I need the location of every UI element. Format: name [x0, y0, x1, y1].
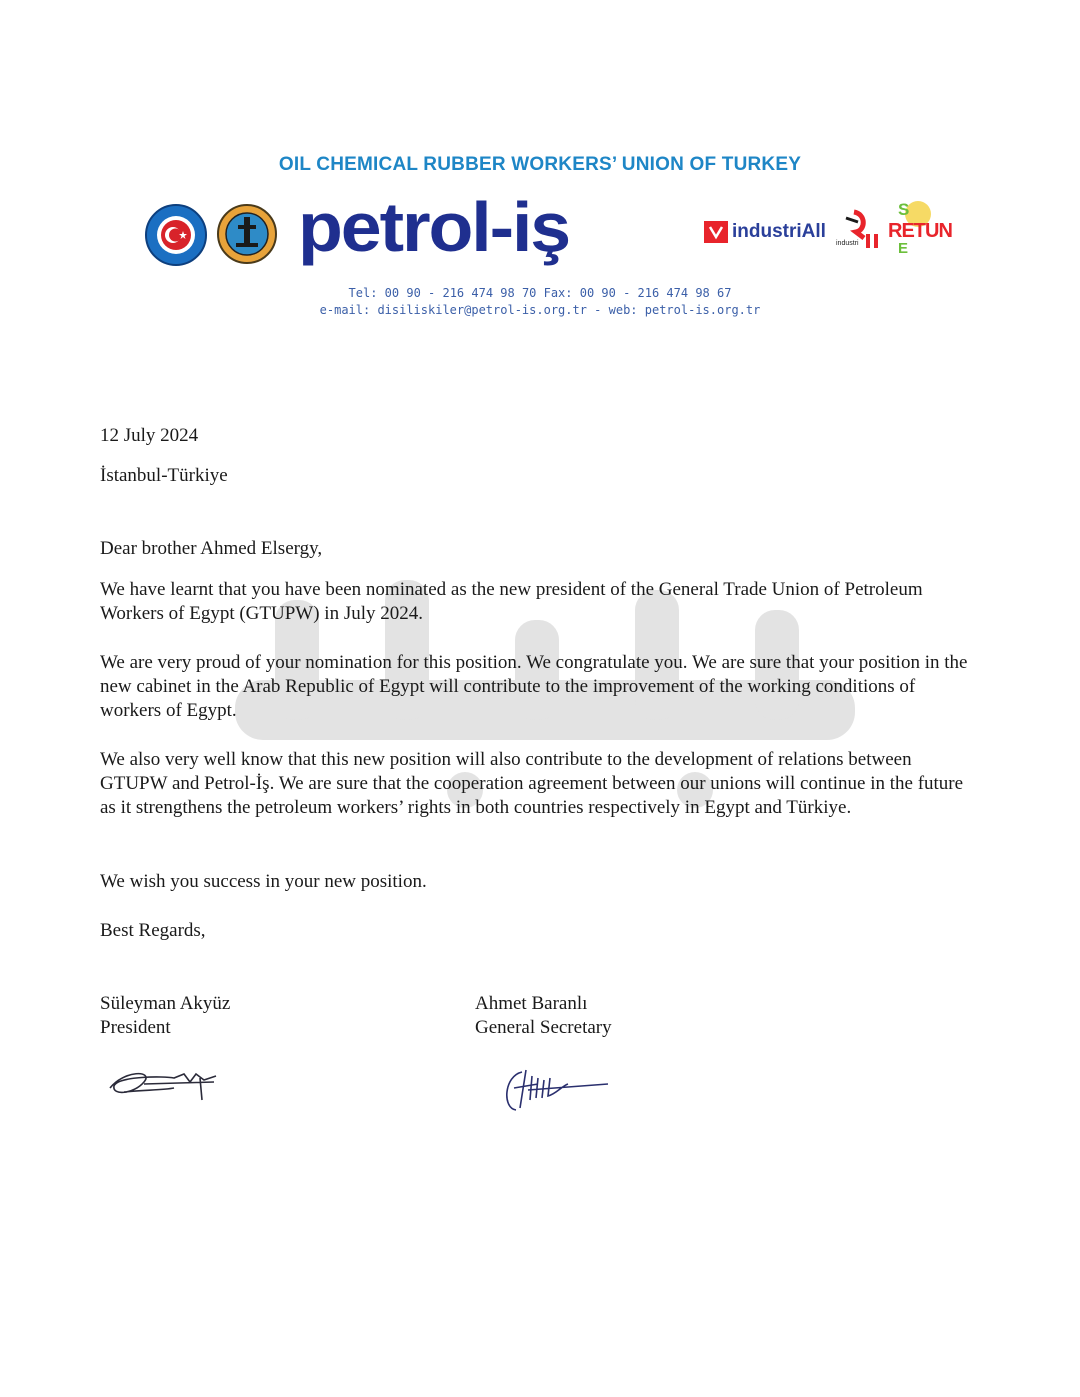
salutation: Dear brother Ahmed Elsergy, [100, 538, 323, 559]
closing: Best Regards, [100, 920, 206, 941]
signatory-title: General Secretary [475, 1017, 612, 1038]
letter-place: İstanbul-Türkiye [100, 465, 228, 486]
contact-phone-fax: Tel: 00 90 - 216 474 98 70 Fax: 00 90 - 216 474 98 67 [348, 286, 732, 300]
industriall-mark-icon [704, 221, 728, 243]
industriall-emblem: industri [836, 208, 882, 252]
signatory-name: Süleyman Akyüz [100, 993, 231, 1014]
letterhead-title: OIL CHEMICAL RUBBER WORKERS’ UNION OF TURKEY [278, 154, 802, 175]
turk-is-seal-icon [144, 203, 208, 267]
contact-email-web: e-mail: disiliskiler@petrol-is.org.tr - web: petrol-is.org.tr [319, 303, 761, 317]
signatory-name: Ahmet Baranlı [475, 993, 588, 1014]
paragraph-2: We are very proud of your nomination for this position. We congratulate you. We are sure that your position in the new cabinet in the Arab Republic of Egypt will contribute to the improvement of the working conditions of workers of Egypt. [100, 652, 968, 721]
signatory-general-secretary [475, 992, 612, 1040]
petrol-is-logo: petrol-iş [298, 188, 570, 266]
industriall-logo: industriAll [704, 218, 824, 246]
paragraph-1: We have learnt that you have been nominated as the new president of the General Trade Union of Petroleum Workers of Egypt (GTUPW) in July 2024. [100, 579, 923, 624]
petrol-is-seal-icon [216, 203, 278, 265]
paragraph-4: We wish you success in your new position. [100, 871, 427, 892]
letter-date: 12 July 2024 [100, 425, 199, 446]
retun-logo: S RETUN E [886, 196, 942, 262]
signatory-title: President [100, 1017, 171, 1038]
paragraph-3: We also very well know that this new position will also contribute to the development of relations between GTUPW and Petrol-İş. We are sure that the cooperation agreement between our unions will continue in the future as it strengthens the petroleum workers’ rights in both countries respectively in Egypt and Türkiye. [100, 749, 964, 818]
signature-president [104, 1060, 228, 1106]
signatory-president [100, 992, 230, 1040]
signature-general-secretary [498, 1064, 614, 1116]
